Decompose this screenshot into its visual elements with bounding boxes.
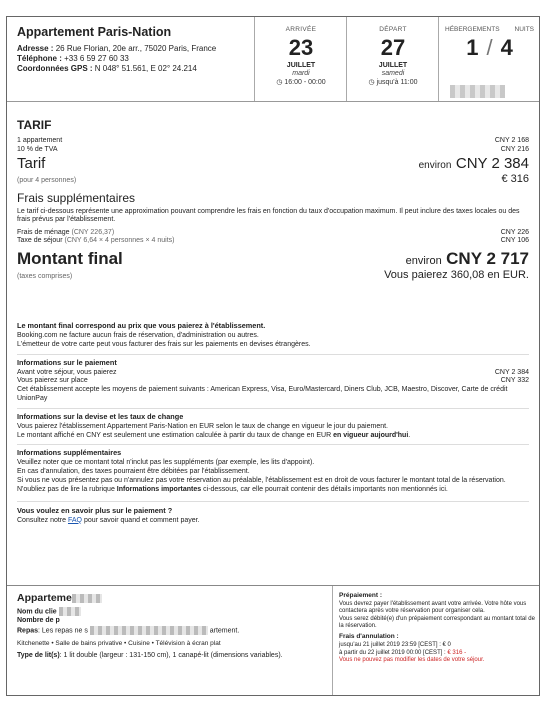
units-count: 1 [466,35,479,60]
gps: Coordonnées GPS : N 048° 51.561, E 02° 24.214 [17,64,197,73]
header [7,17,539,102]
room-title: Apparteme [17,592,72,604]
departure-day: 27 [380,35,406,60]
tarif-title: TARIF [17,118,52,132]
tourist-tax: Taxe de séjour (CNY 6,64 × 4 personnes × 4 nuits) CNY 106 [17,237,529,244]
hotel-name: Appartement Paris-Nation [17,25,172,39]
stay-block: HÉBERGEMENTS NUITS 1 / 4 [438,17,540,101]
eur-pay: Vous paierez 360,08 en EUR. [384,268,529,281]
phone: Téléphone : +33 6 59 27 60 33 [17,54,129,63]
amenities: Kitchenette • Salle de bains privative • Cuisine • Télévision à écran plat [17,640,221,648]
final-value: CNY 2 717 [446,248,529,268]
departure-time: ◷ jusqu'à 11:00 [368,79,418,86]
guest-name-label: Nom du clie [17,608,57,616]
redacted-text [59,607,81,616]
final-label: Montant final [17,248,123,268]
extra-fees-title: Frais supplémentaires [17,190,136,205]
address: Adresse : 26 Rue Florian, 20e arr., 75020 Paris, France [17,44,217,53]
apartment-details: Apparteme Nom du clie Nombre de p Repas: Les repas ne s artement. Kitchenette • Salle de bains privative • Cuisine • Télévision à écran plat Type de lit(s): 1 lit double (largeur : 131-150 cm), 1 canapé-lit (dimensions variables). Prépaiement : Vous devrez payer l'établissement avant votre arrivée. Votre hôte vous contactera après votre réservation pour organiser cela. Vous serez débité(e) d'un prépaiement correspondant au montant total de la réservation. Frais d'annulation : jusqu'au 21 juillet 2019 23:59 [CEST] : € 0 à partir du 22 juillet 2019 00:00 [CEST] : € 316 - Vous ne pouvez pas modifier les dates de votre séjour. [7,585,539,696]
arrival-block: ARRIVÉE 23 JUILLET mardi ◷ 16:00 - 00:00 [254,17,347,101]
info-section: Le montant final correspond au prix que vous paierez à l'établissement. Booking.com ne facture aucun frais de réservation, d'administration ou autres. L'émetteur de votre carte peut vous facturer des frais sur les paiements en devises étrangères. Informations sur le paiement Avant votre séjour, vous paierez CNY 2 384 Vous paierez sur place CNY 332 Cet établissement accepte les moyens de paiement suivants : American Express, Visa, Euro/Mastercard, Diners Club, JCB, Maestro, Discover, Carte de crédit UnionPay Informations sur la devise et les taux de change Vous paierez l'établissement Appartement Paris-Nation en EUR selon le taux de change en vigueur le jour du paiement. Le montant affiché en CNY est seulement une estimation calculée à partir du taux de change en EUR en vigueur aujourd'hui. Informations supplémentaires Veuillez noter que ce montant total n'inclut pas les suppléments (par exemple, les lits d'appoint). En cas d'annulation, des taxes pourraient être débitées par l'établissement. Si vous ne vous présentez pas ou n'annulez pas votre réservation au préalable, l'établissement est en droit de vous facturer le montant total de la réservation. N'oubliez pas de lire la rubrique Informations importantes ci-dessous, car elle pourrait contenir des détails importants non mentionnés ici. Vous voulez en savoir plus sur le paiement ? Consultez notre FAQ pour savoir quand et comment payer. [17,321,529,524]
booking-confirmation [6,16,540,696]
redacted-text [72,594,102,603]
redacted-pin [450,85,505,98]
nights-count: 4 [500,35,513,60]
payment-conditions: Prépaiement : Vous devrez payer l'établissement avant votre arrivée. Votre hôte vous contactera après votre réservation pour organiser cela. Vous serez débité(e) d'un prépaiement correspondant au montant total de la réservation. Frais d'annulation : jusqu'au 21 juillet 2019 23:59 [CEST] : € 0 à partir du 22 juillet 2019 00:00 [CEST] : € 316 - Vous ne pouvez pas modifier les dates de votre séjour. [332,586,539,696]
hotel-info [17,25,257,74]
arrival-time: ◷ 16:00 - 00:00 [276,79,326,86]
tarif-label: Tarif [17,155,46,172]
tarif-value: CNY 2 384 [455,155,529,172]
tarif-eur: € 316 [501,173,529,185]
departure-block: DÉPART 27 JUILLET samedi ◷ jusqu'à 11:00 [346,17,439,101]
redacted-text [90,626,208,635]
cleaning-fee: Frais de ménage (CNY 226,37) CNY 226 [17,228,529,236]
arrival-day: 23 [288,35,314,60]
tarif-section: TARIF 1 appartement CNY 2 168 10 % de TVA CNY 216 Tarif environ CNY 2 384 (pour 4 personnes) € 316 Frais supplémentaires Le tarif ci-dessous représente une approximation pouvant comprendre les frais en fonction du taux d'occupation maximum. Il peut inclure des taxes locales ou des frais prévus par l'établissement. Frais de ménage (CNY 226,37) CNY 226 Taxe de séjour (CNY 6,64 × 4 personnes × 4 nuits) CNY 106 Montant final environ CNY 2 717 (taxes comprises) Vous paierez 360,08 en EUR. [17,118,529,281]
faq-link[interactable]: FAQ [67,516,82,524]
